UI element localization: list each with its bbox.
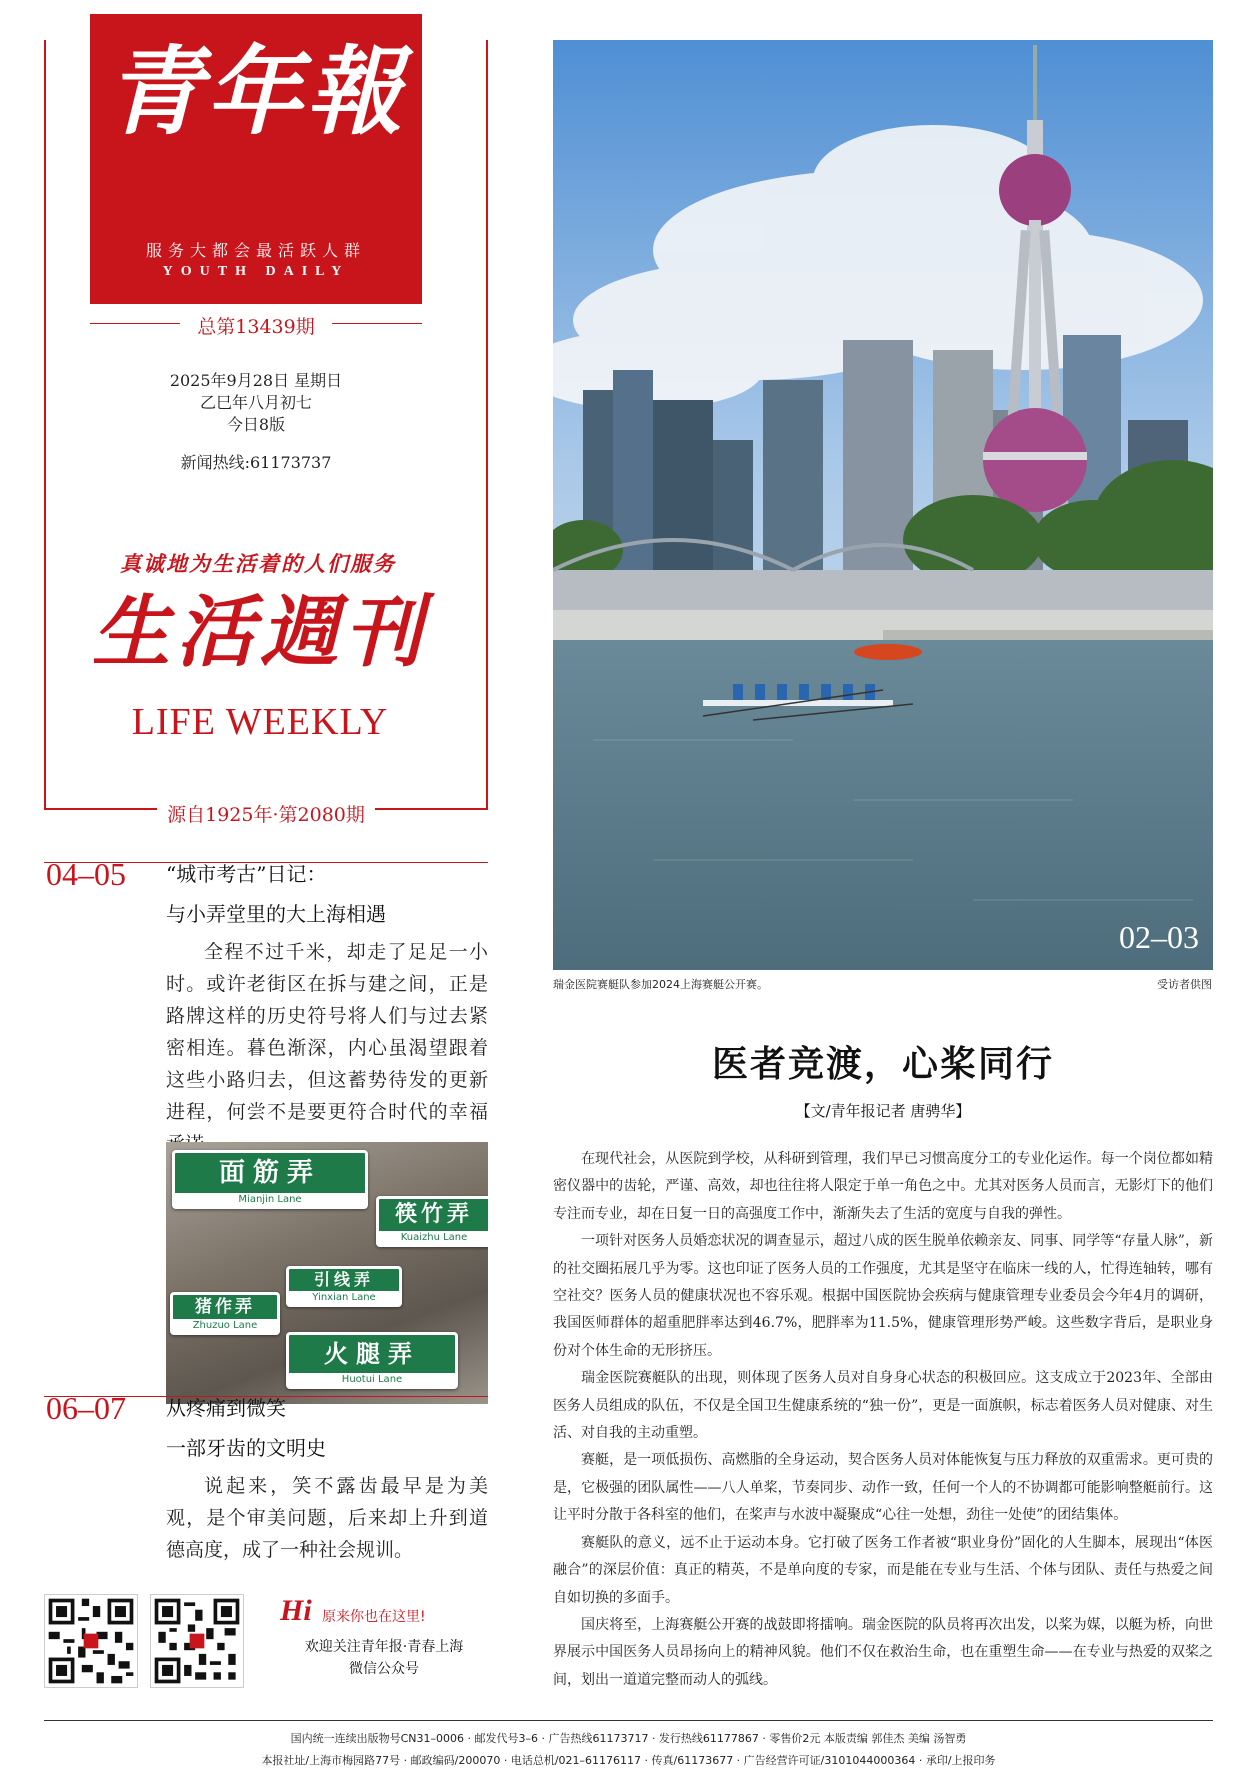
article-paragraph: 瑞金医院赛艇队的出现，则体现了医务人员对自身身心状态的积极回应。这支成立于2023年、全部由医务人员组成的队伍，不仅是全国卫生健康系统的“独一份”，更是一面旗帜，标志着医务人员对健康、对生活、对自我的主动重塑。: [553, 1370, 1213, 1442]
supplement-motto: 真诚地为生活着的人们服务: [120, 551, 396, 576]
footer-publication-info: 国内统一连续出版物号CN31–0006 · 邮发代号3–6 · 广告热线61173717 · 发行热线61177867 · 零售价2元 本版责编 郭佳杰 美编 汤智勇: [290, 1732, 967, 1745]
logo-english: YOUTH DAILY: [162, 264, 350, 279]
article-byline: 【文/青年报记者 唐骋华】: [795, 1102, 971, 1120]
issue-meta: [90, 370, 422, 436]
footer-contact-info: 本报社址/上海市梅园路77号 · 邮政编码/200070 · 电话总机/021–61176117 · 传真/61173677 · 广告经营许可证/3101044000364 · 承印/上报印务: [261, 1754, 996, 1767]
article-paragraph: 赛艇队的意义，远不止于运动本身。它打破了医务工作者被“职业身份”固化的人生脚本，展现出“体医融合”的深层价值：真正的精英，不是单向度的专家，而是能在专业与生活、个体与团队、责任与热爱之间自如切换的多面手。: [553, 1534, 1213, 1606]
youth-daily-logo: [90, 14, 422, 304]
photo-page-ref[interactable]: 02–03: [1119, 919, 1199, 955]
street-sign: 引线弄 Yinxian Lane: [286, 1266, 402, 1307]
qr-code-icon: [45, 1595, 137, 1687]
wechat-line-1: 欢迎关注青年报·青春上海: [304, 1639, 464, 1655]
issue-date: 2025年9月28日 星期日: [169, 371, 343, 390]
photo-caption: 瑞金医院赛艇队参加2024上海赛艇公开赛。: [553, 978, 768, 991]
street-sign: 火腿弄 Huotui Lane: [286, 1332, 458, 1389]
teaser-title[interactable]: “城市考古”日记：: [166, 862, 327, 886]
supplement-title: 生活週刊: [91, 587, 428, 678]
issue-total: 总第13439期: [197, 316, 315, 338]
supplement-since: [44, 800, 488, 827]
teaser-page-ref[interactable]: 04–05: [46, 856, 126, 892]
article-body: [553, 1146, 1213, 1694]
teaser-body: 说起来，笑不露齿最早是为美观，是个审美问题，后来却上升到道德高度，成了一种社会规训。: [166, 1475, 488, 1561]
hi-badge: Hi: [280, 1594, 312, 1627]
since-label: 源自1925年·第2080期: [157, 804, 375, 826]
photo-credit: 受访者供图: [1157, 978, 1212, 991]
supplement-title-en: LIFE WEEKLY: [131, 701, 389, 743]
street-sign: 面筋弄 Mianjin Lane: [172, 1150, 368, 1209]
qr-code-qingchun-shanghai[interactable]: [150, 1594, 244, 1688]
article-paragraph: 一项针对医务人员婚恋状况的调查显示，超过八成的医生脱单依赖亲友、同事、同学等“存量人脉”，新的社交圈拓展几乎为零。这也印证了医务人员的工作强度，尤其是坚守在临床一线的人，忙得连轴转，哪有空社交？医务人员的健康状况也不容乐观。根据中国医院协会疾病与健康管理专业委员会今年4月的调研，我国医师群体的超重肥胖率达到46.7%，肥胖率为11.5%，健康管理形势严峻。这些数字背后，是职业身份对个体生命的无形挤压。: [553, 1233, 1213, 1359]
teaser-body: 全程不过千米，却走了足足一小时。或许老街区在拆与建之间，正是路牌这样的历史符号将人们与过去紧密相连。暮色渐深，内心虽渴望跟着这些小路归去，但这蓄势待发的更新进程，何尝不是要更符合时代的幸福: [166, 941, 488, 1123]
logo-title: 青年報: [106, 35, 406, 148]
teaser-subtitle: 与小弄堂里的大上海相遇: [166, 902, 386, 926]
lunar-date: 乙巳年八月初七: [199, 393, 312, 412]
street-sign: 猪作弄 Zhuzuo Lane: [170, 1292, 280, 1335]
teaser-title[interactable]: 从疼痛到微笑: [166, 1396, 286, 1420]
qr-code-youth-daily[interactable]: [44, 1594, 138, 1688]
logo-slogan: 服务大都会最活跃人群: [145, 241, 366, 260]
hi-tagline: 原来你也在这里!: [322, 1609, 426, 1625]
teaser-subtitle: 一部牙齿的文明史: [166, 1436, 326, 1460]
street-signs-photo: [166, 1142, 488, 1404]
shanghai-rowing-scene: [553, 40, 1213, 970]
news-hotline: 新闻热线:61173737: [180, 453, 332, 472]
page-count: 今日8版: [226, 415, 286, 434]
article-headline: 医者竞渡，心桨同行: [711, 1043, 1054, 1085]
article-paragraph: 赛艇，是一项低损伤、高燃脂的全身运动，契合医务人员对体能恢复与压力释放的双重需求。更可贵的是，它极强的团队属性——八人单桨，节奏同步、动作一致，任何一个人的不协调都可能影响整艇前行。这让平时分散于各科室的他们，在桨声与水波中凝聚成“心往一处想，劲往一处使”的团结集体。: [553, 1452, 1213, 1524]
teaser-page-ref[interactable]: 06–07: [46, 1390, 126, 1426]
footer-divider: [44, 1720, 1213, 1721]
qr-code-icon: [151, 1595, 243, 1687]
wechat-line-2: 微信公众号: [349, 1661, 419, 1677]
article-paragraph: 国庆将至，上海赛艇公开赛的战鼓即将擂响。瑞金医院的队员将再次出发，以桨为媒，以艇为桥，向世界展示中国医务人员昂扬向上的精神风貌。他们不仅在救治生命，也在重塑生命——在专业与热爱的双桨之间，划出一道道完整而动人的弧线。: [553, 1616, 1213, 1688]
street-sign: 筷竹弄 Kuaizhu Lane: [376, 1196, 488, 1247]
cover-photo: [553, 40, 1213, 970]
article-paragraph: 在现代社会，从医院到学校，从科研到管理，我们早已习惯高度分工的专业化运作。每一个岗位都如精密仪器中的齿轮，严谨、高效，却也往往将人限定于单一角色之中。尤其对医务人员而言，无影灯下的他们专注而专业，却在日复一日的高强度工作中，渐渐失去了生活的宽度与自我的弹性。: [553, 1151, 1213, 1222]
